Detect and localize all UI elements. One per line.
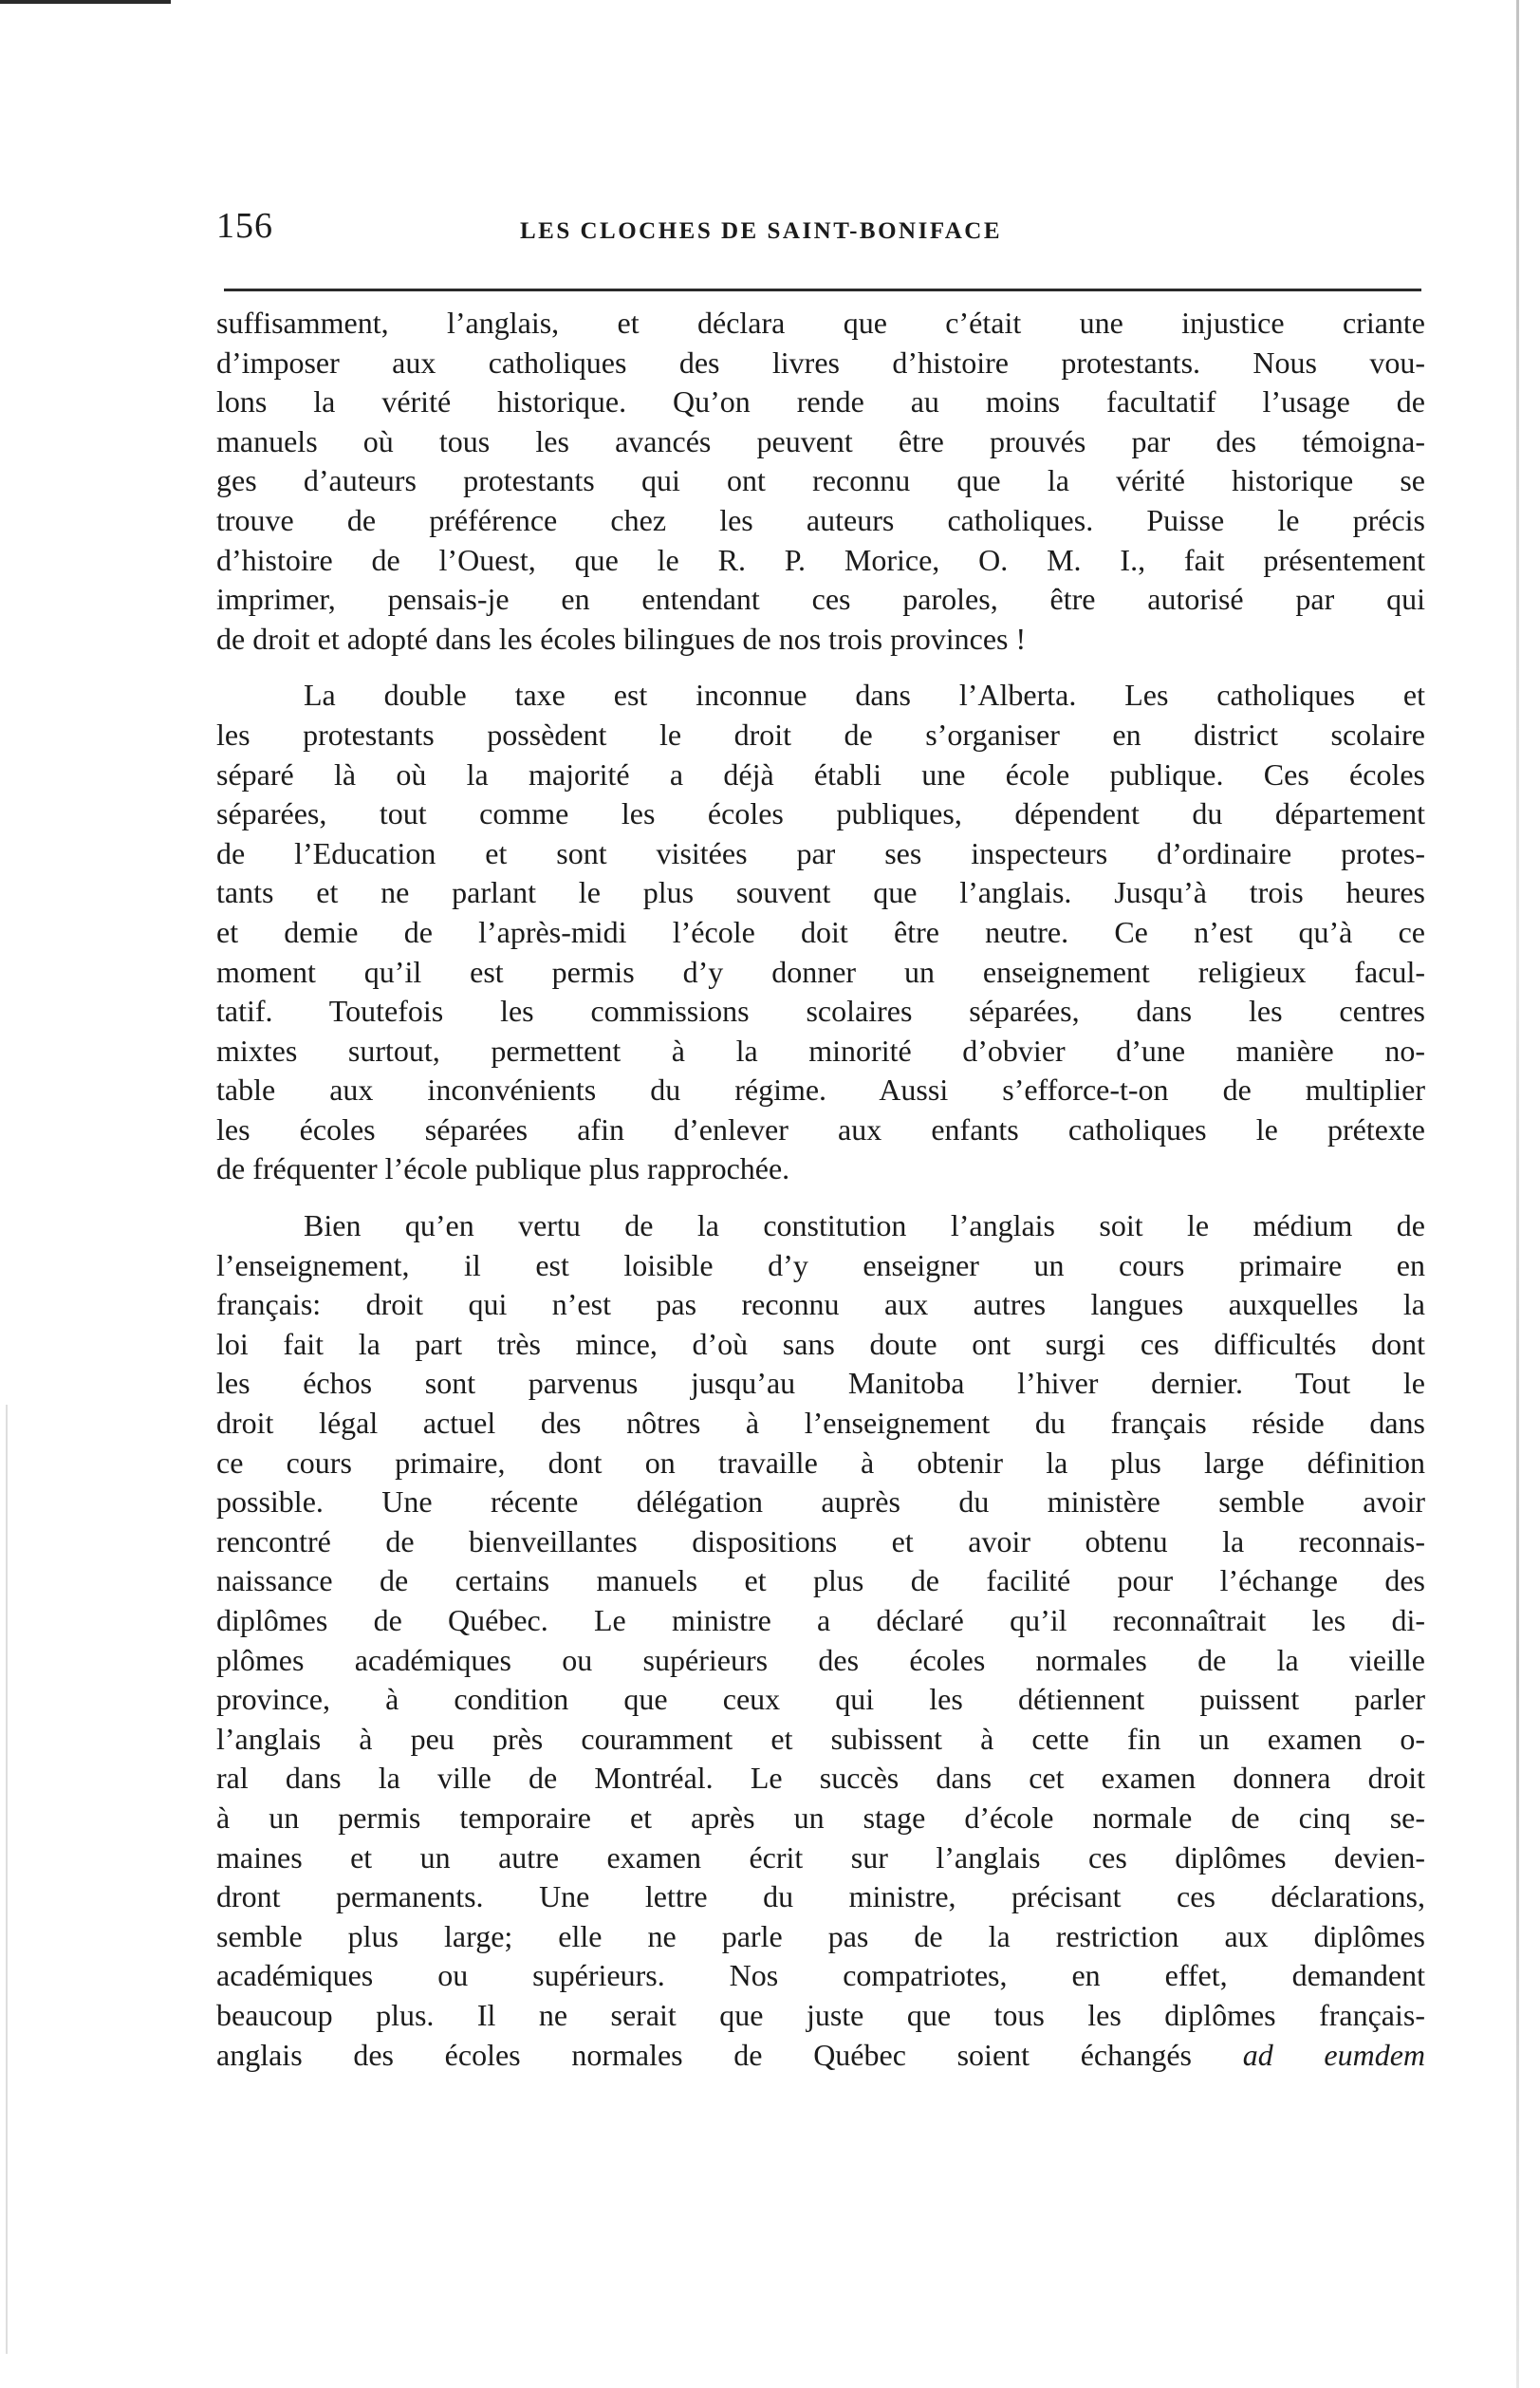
scan-edge-top bbox=[0, 0, 171, 4]
text-line: d’imposer aux catholiques des livres d’histoire protestants. Nous vou- bbox=[216, 345, 1425, 380]
page-header bbox=[216, 201, 1423, 258]
text-line: possible. Une récente délégation auprès du ministère semble avoir bbox=[216, 1484, 1425, 1520]
text-line: dront permanents. Une lettre du ministre, précisant ces déclarations, bbox=[216, 1879, 1425, 1914]
running-title: LES CLOCHES DE SAINT-BONIFACE bbox=[520, 218, 1003, 244]
text-line: l’enseignement, il est loisible d’y enseigner un cours primaire en bbox=[216, 1247, 1425, 1282]
text-line: les écoles séparées afin d’enlever aux enfants catholiques le prétexte bbox=[216, 1111, 1425, 1147]
text-line: ges d’auteurs protestants qui ont reconnu que la vérité historique se bbox=[216, 463, 1425, 498]
text-line: ce cours primaire, dont on travaille à obtenir la plus large définition bbox=[216, 1445, 1425, 1480]
text-line: province, à condition que ceux qui les détiennent puissent parler bbox=[216, 1682, 1425, 1717]
text-line: de fréquenter l’école publique plus rapprochée. bbox=[216, 1151, 790, 1186]
text-line: rencontré de bienveillantes dispositions et avoir obtenu la reconnais- bbox=[216, 1523, 1425, 1558]
text-line: semble plus large; elle ne parle pas de la restriction aux diplômes bbox=[216, 1918, 1425, 1953]
text-line: manuels où tous les avancés peuvent être prouvés par des témoigna- bbox=[216, 423, 1425, 458]
text-line: l’anglais à peu près couramment et subissent à cette fin un examen o- bbox=[216, 1721, 1425, 1756]
text-line: suffisamment, l’anglais, et déclara que c’était une injustice criante bbox=[216, 306, 1425, 340]
text-line: diplômes de Québec. Le ministre a déclaré qu’il reconnaîtrait les di- bbox=[216, 1603, 1425, 1637]
text-line-final bbox=[216, 2036, 1425, 2076]
text-line: mixtes surtout, permettent à la minorité d’obvier d’une manière no- bbox=[216, 1033, 1425, 1068]
text-line: tatif. Toutefois les commissions scolaires séparées, dans les centres bbox=[216, 994, 1425, 1029]
text-line: loi fait la part très mince, d’où sans doute ont surgi ces difficultés dont bbox=[216, 1326, 1425, 1361]
text-line: à un permis temporaire et après un stage d’école normale de cinq se- bbox=[216, 1800, 1425, 1835]
latin-phrase: ad eumdem bbox=[1242, 2037, 1425, 2072]
text-line: et demie de l’après-midi l’école doit être neutre. Ce n’est qu’à ce bbox=[216, 914, 1425, 949]
paragraph-2 bbox=[216, 676, 1425, 1189]
text-line: d’histoire de l’Ouest, que le R. P. Morice, O. M. I., fait présentement bbox=[216, 542, 1425, 577]
scan-edge-left bbox=[6, 1405, 8, 2354]
text-line: français: droit qui n’est pas reconnu aux autres langues auxquelles la bbox=[216, 1287, 1425, 1322]
text-line: lons la vérité historique. Qu’on rende au moins facultatif l’usage de bbox=[216, 384, 1425, 420]
text-line: table aux inconvénients du régime. Aussi s’efforce-t-on de multiplier bbox=[216, 1073, 1425, 1108]
text-line: de l’Education et sont visitées par ses inspecteurs d’ordinaire protes- bbox=[216, 835, 1425, 870]
text-line: trouve de préférence chez les auteurs catholiques. Puisse le précis bbox=[216, 502, 1425, 537]
text-line: Bien qu’en vertu de la constitution l’anglais soit le médium de bbox=[304, 1208, 1425, 1243]
text-line: les échos sont parvenus jusqu’au Manitoba l’hiver dernier. Tout le bbox=[216, 1366, 1425, 1401]
text-line: séparé là où la majorité a déjà établi une école publique. Ces écoles bbox=[216, 756, 1425, 792]
text-line: imprimer, pensais-je en entendant ces paroles, être autorisé par qui bbox=[216, 582, 1425, 617]
paragraph-1 bbox=[216, 304, 1425, 659]
body-text bbox=[216, 304, 1425, 2092]
page-number: 156 bbox=[216, 206, 273, 246]
header-rule bbox=[224, 289, 1421, 291]
text-line: beaucoup plus. Il ne serait que juste que tous les diplômes français- bbox=[216, 1997, 1425, 2032]
text-line: droit légal actuel des nôtres à l’enseignement du français réside dans bbox=[216, 1406, 1425, 1441]
text-line: La double taxe est inconnue dans l’Alberta. Les catholiques et bbox=[304, 678, 1425, 713]
text-line: plômes académiques ou supérieurs des écoles normales de la vieille bbox=[216, 1642, 1425, 1677]
text-line: les protestants possèdent le droit de s’organiser en district scolaire bbox=[216, 717, 1425, 752]
text-line: maines et un autre examen écrit sur l’anglais ces diplômes devien- bbox=[216, 1839, 1425, 1875]
text-line: moment qu’il est permis d’y donner un enseignement religieux facul- bbox=[216, 954, 1425, 989]
text-line: de droit et adopté dans les écoles bilingues de nos trois provinces ! bbox=[216, 621, 1027, 656]
scan-edge-right bbox=[1516, 0, 1519, 2388]
final-line-text: anglais des écoles normales de Québec soient échangés bbox=[216, 2037, 1243, 2072]
paragraph-3 bbox=[216, 1206, 1425, 2075]
text-line: séparées, tout comme les écoles publiques, dépendent du département bbox=[216, 796, 1425, 831]
text-line: tants et ne parlant le plus souvent que l’anglais. Jusqu’à trois heures bbox=[216, 875, 1425, 910]
text-line: académiques ou supérieurs. Nos compatriotes, en effet, demandent bbox=[216, 1958, 1425, 1993]
text-line: naissance de certains manuels et plus de facilité pour l’échange des bbox=[216, 1563, 1425, 1598]
text-line: ral dans la ville de Montréal. Le succès dans cet examen donnera droit bbox=[216, 1761, 1425, 1796]
